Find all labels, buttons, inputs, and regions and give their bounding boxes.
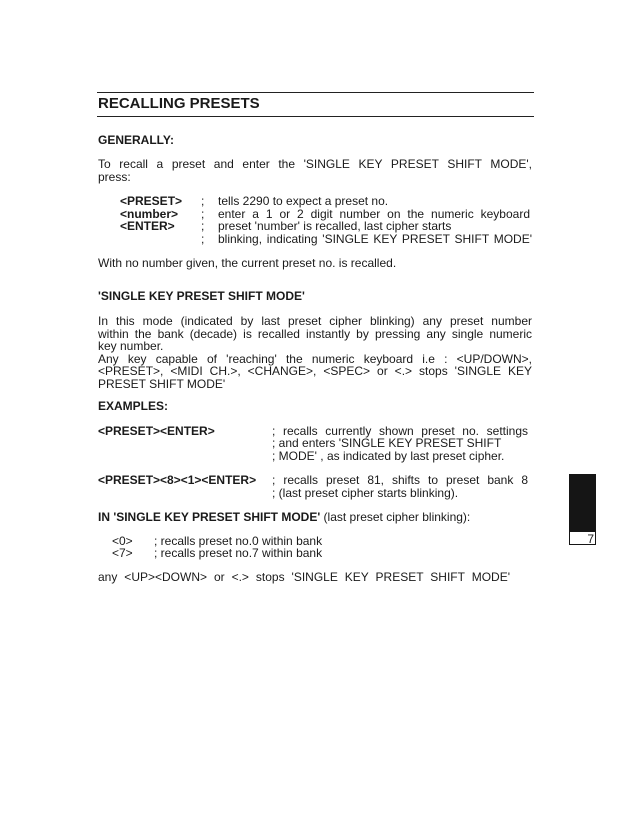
in-mode-item-desc: ; recalls preset no.0 within bank — [154, 534, 323, 548]
in-mode-item-key: <7> — [112, 546, 133, 560]
step-desc: preset 'number' is recalled, last cipher starts — [218, 219, 452, 233]
example2-desc-line: ; (last preset cipher starts blinking). — [272, 486, 459, 500]
step-desc: tells 2290 to expect a preset no. — [218, 194, 389, 208]
mode-para1-line: key number. — [98, 339, 164, 353]
closing-line: any <UP><DOWN> or <.> stops 'SINGLE KEY PRESET SHIFT MODE' — [98, 570, 510, 584]
step-key-number: <number> — [120, 207, 179, 221]
step-sep: ; — [201, 207, 205, 221]
step-key-enter: <ENTER> — [120, 219, 175, 233]
generally-intro-line2: press: — [98, 170, 131, 184]
in-mode-note: (last preset cipher blinking): — [323, 510, 471, 524]
generally-intro-line1: To recall a preset and enter the 'SINGLE KEY PRESET SHIFT MODE', — [98, 157, 532, 171]
page-tab-block — [569, 474, 596, 532]
step-sep: ; — [201, 219, 205, 233]
step-sep: ; — [201, 232, 205, 246]
mode-para2-line: <PRESET>, <MIDI CH.>, <CHANGE>, <SPEC> or <.> stops 'SINGLE KEY — [98, 364, 532, 378]
mode-para2-line: Any key capable of 'reaching' the numeric keyboard i.e : <UP/DOWN>, — [98, 352, 532, 366]
example1-keys: <PRESET><ENTER> — [98, 424, 215, 438]
examples-heading: EXAMPLES: — [98, 399, 169, 413]
mode-para1-line: In this mode (indicated by last preset cipher blinking) any preset number — [98, 314, 532, 328]
title-bottom-rule — [97, 116, 534, 117]
step-key-preset: <PRESET> — [120, 194, 183, 208]
in-mode-item-key: <0> — [112, 534, 133, 548]
in-mode-line — [98, 511, 470, 525]
example1-desc-line: ; and enters 'SINGLE KEY PRESET SHIFT — [272, 436, 502, 450]
in-mode-heading: IN 'SINGLE KEY PRESET SHIFT MODE' — [98, 510, 321, 524]
generally-heading: GENERALLY: — [98, 133, 175, 147]
single-key-mode-heading: 'SINGLE KEY PRESET SHIFT MODE' — [98, 289, 305, 303]
mode-para2-line: PRESET SHIFT MODE' — [98, 377, 226, 391]
example1-desc-line: ; recalls currently shown preset no. settings — [272, 424, 528, 438]
step-desc: enter a 1 or 2 digit number on the numeric keyboard — [218, 207, 530, 221]
example2-keys: <PRESET><8><1><ENTER> — [98, 473, 257, 487]
step-desc: blinking, indicating 'SINGLE KEY PRESET SHIFT MODE' — [218, 232, 532, 246]
page-tab-number: 7 — [569, 531, 596, 545]
example1-desc-line: ; MODE' , as indicated by last preset cipher. — [272, 449, 505, 463]
step-sep: ; — [201, 194, 205, 208]
title-top-rule — [97, 92, 534, 93]
page-title: RECALLING PRESETS — [98, 95, 260, 112]
mode-para1-line: within the bank (decade) is recalled instantly by pressing any single numeric — [98, 327, 532, 341]
no-number-note: With no number given, the current preset no. is recalled. — [98, 256, 397, 270]
in-mode-item-desc: ; recalls preset no.7 within bank — [154, 546, 323, 560]
example2-desc-line: ; recalls preset 81, shifts to preset bank 8 — [272, 473, 528, 487]
